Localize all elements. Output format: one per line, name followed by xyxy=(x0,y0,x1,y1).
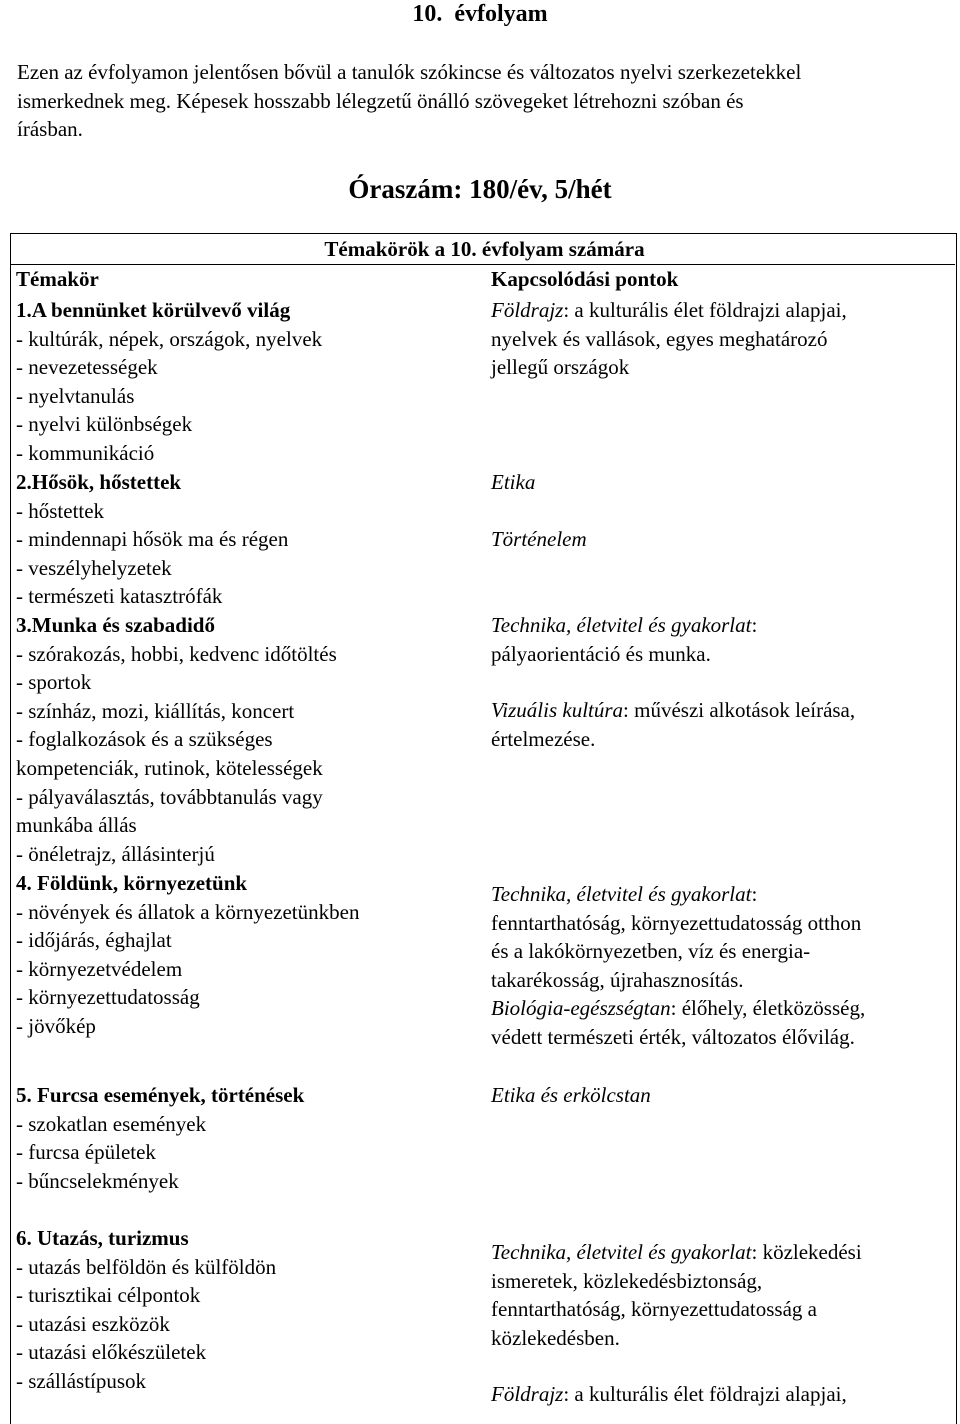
link-line: takarékosság, újrahasznosítás. xyxy=(491,967,744,992)
link-line: ismeretek, közlekedésbiztonság, xyxy=(491,1268,763,1293)
link-line: nyelvek és vallások, egyes meghatározó xyxy=(491,326,828,351)
link-line xyxy=(491,1380,862,1409)
link-line: közlekedésben. xyxy=(491,1325,620,1350)
topic-item: - utazás belföldön és külföldön xyxy=(16,1254,277,1279)
link-text: : xyxy=(751,882,758,906)
link-text: : élőhely, életközösség, xyxy=(670,996,866,1021)
link-subject: Biológia-egészségtan xyxy=(491,996,671,1021)
link-subject: Történelem xyxy=(491,526,587,551)
topic-item: - szállástípusok xyxy=(16,1368,147,1393)
topic-item: - kultúrák, népek, országok, nyelvek xyxy=(16,326,323,351)
topic-item: - időjárás, éghajlat xyxy=(16,928,172,953)
page-heading xyxy=(0,0,960,29)
grade-label: évfolyam xyxy=(454,1,548,27)
topic-item: - sportok xyxy=(16,670,92,695)
topic-item: - utazási eszközök xyxy=(16,1311,170,1336)
topic-item: - turisztikai célpontok xyxy=(16,1283,201,1308)
intro-line: ismerkednek meg. Képesek hosszabb lélegzetű önálló szövegeket létrehozni szóban és xyxy=(17,88,744,113)
topic-cell xyxy=(16,869,359,1041)
links-cell xyxy=(491,468,587,553)
topic-item: - furcsa épületek xyxy=(16,1140,156,1165)
link-line: fenntarthatóság, környezettudatosság otthon xyxy=(491,910,862,935)
link-text: : xyxy=(751,613,758,637)
link-text: : közlekedési xyxy=(751,1240,862,1264)
topic-cell xyxy=(16,1224,276,1396)
table-title: Témakörök a 10. évfolyam számára xyxy=(324,237,645,261)
link-subject: Technika, életvitel és gyakorlat xyxy=(491,1240,752,1264)
topic-title: 2.Hősök, hőstettek xyxy=(16,470,182,494)
topic-cell xyxy=(16,468,288,611)
topic-item: - utazási előkészületek xyxy=(16,1340,207,1365)
topic-item: - nyelvi különbségek xyxy=(16,412,193,437)
topic-item: munkába állás xyxy=(16,813,137,838)
link-line: és a lakókörnyezetben, víz és energia- xyxy=(491,939,811,964)
links-cell xyxy=(491,880,865,1052)
link-subject: Földrajz xyxy=(491,298,564,322)
topic-title: 3.Munka és szabadidő xyxy=(16,613,215,637)
topic-item: - nyelvtanulás xyxy=(16,383,135,408)
intro-paragraph xyxy=(17,58,947,144)
topic-item: - szokatlan események xyxy=(16,1111,207,1136)
topic-title: 5. Furcsa események, történések xyxy=(16,1083,305,1107)
link-line: védett természeti érték, változatos élővilág. xyxy=(491,1024,855,1049)
topic-item: kompetenciák, rutinok, kötelességek xyxy=(16,755,323,780)
intro-line: írásban. xyxy=(17,117,83,141)
topic-title: 6. Utazás, turizmus xyxy=(16,1226,189,1250)
link-subject: Etika és erkölcstan xyxy=(491,1083,651,1107)
link-line: jellegű országok xyxy=(491,355,630,380)
links-cell xyxy=(491,1081,651,1110)
link-line xyxy=(491,296,847,325)
column-header-topic: Témakör xyxy=(16,267,99,291)
topic-item: - jövőkép xyxy=(16,1013,96,1038)
topic-cell xyxy=(16,611,337,868)
link-subject: Vizuális kultúra xyxy=(491,698,624,723)
link-line: pályaorientáció és munka. xyxy=(491,641,711,666)
hours-heading: Óraszám: 180/év, 5/hét xyxy=(348,174,612,204)
topic-item: - környezettudatosság xyxy=(16,985,200,1010)
link-line xyxy=(491,696,855,725)
link-text: : művészi alkotások leírása, xyxy=(623,698,856,723)
link-subject: Földrajz xyxy=(491,1382,564,1407)
topic-cell xyxy=(16,1081,304,1195)
link-subject: Etika xyxy=(491,470,536,494)
grade-number: 10. xyxy=(412,1,443,27)
intro-line: Ezen az évfolyamon jelentősen bővül a tanulók szókincse és változatos nyelvi szerkezetekkel xyxy=(17,60,802,84)
link-line xyxy=(491,611,855,640)
links-cell xyxy=(491,1238,862,1409)
topic-item: - környezetvédelem xyxy=(16,956,183,981)
topic-item: - szórakozás, hobbi, kedvenc időtöltés xyxy=(16,641,337,666)
topic-item: - növények és állatok a környezetünkben xyxy=(16,899,360,924)
topic-item: - hőstettek xyxy=(16,498,105,523)
topic-item: - önéletrajz, állásinterjú xyxy=(16,841,215,866)
topic-cell xyxy=(16,296,322,468)
link-line: fenntarthatóság, környezettudatosság a xyxy=(491,1297,817,1322)
topics-table xyxy=(10,233,957,1424)
link-text: : a kulturális élet földrajzi alapjai, xyxy=(563,298,847,322)
link-line: értelmezése. xyxy=(491,726,596,751)
links-cell xyxy=(491,296,847,382)
topic-item: - pályaválasztás, továbbtanulás vagy xyxy=(16,784,323,809)
link-subject: Technika, életvitel és gyakorlat xyxy=(491,613,752,637)
topic-title: 1.A bennünket körülvevő világ xyxy=(16,298,291,322)
topic-item: - bűncselekmények xyxy=(16,1168,179,1193)
topic-item: - természeti katasztrófák xyxy=(16,584,223,609)
link-line xyxy=(491,880,865,909)
topic-item: - színház, mozi, kiállítás, koncert xyxy=(16,698,295,723)
topic-item: - mindennapi hősök ma és régen xyxy=(16,527,289,552)
link-subject: Technika, életvitel és gyakorlat xyxy=(491,882,752,906)
link-text: : a kulturális élet földrajzi alapjai, xyxy=(563,1382,847,1407)
link-line xyxy=(491,1238,862,1267)
links-cell xyxy=(491,611,855,753)
topic-item: - nevezetességek xyxy=(16,355,158,380)
table-divider xyxy=(11,264,955,265)
column-header-links: Kapcsolódási pontok xyxy=(491,267,679,291)
link-line xyxy=(491,994,865,1023)
topic-title: 4. Földünk, környezetünk xyxy=(16,871,248,895)
topic-item: - foglalkozások és a szükséges xyxy=(16,727,273,752)
topic-item: - kommunikáció xyxy=(16,440,155,465)
topic-item: - veszélyhelyzetek xyxy=(16,555,172,580)
